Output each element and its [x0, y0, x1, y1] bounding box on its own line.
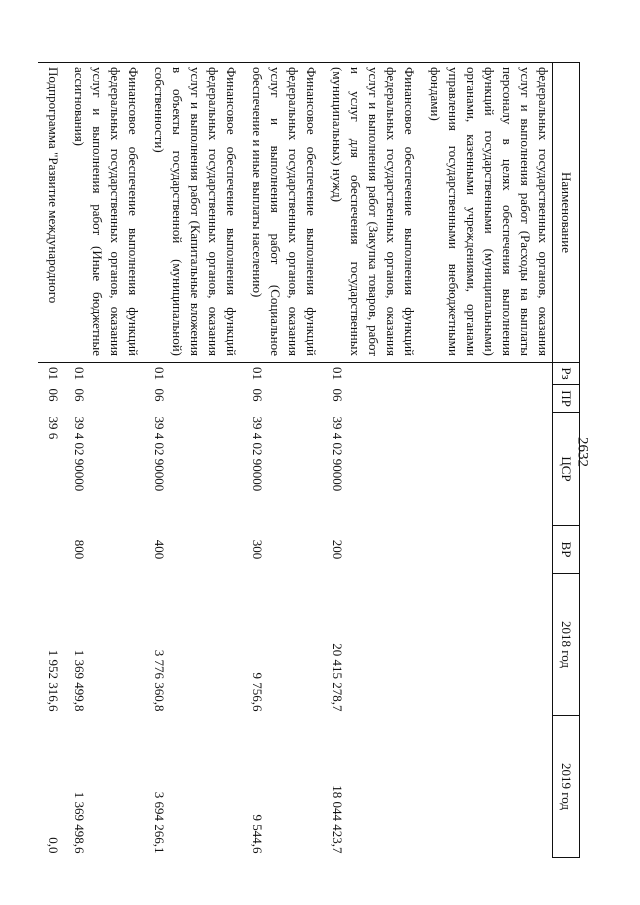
rotated-page [46, 62, 580, 857]
row-rz: 01 [72, 367, 87, 380]
header-rz: Рз [553, 363, 580, 385]
row-2018: 3 776 360,8 [152, 649, 167, 712]
row-rz: 01 [330, 367, 345, 380]
row-csr: 39 4 02 90000 [72, 416, 87, 492]
row-2019: 9 544,6 [250, 814, 265, 854]
row-name: Финансовое обеспечение выполнения функций федеральных государственных органов, оказания услуг и выполнения работ (Капитальные вложения в объекты государственной (муниципальной) собственности) [144, 63, 242, 363]
header-pr: ПР [553, 385, 580, 413]
row-pr [420, 385, 553, 413]
row-2019: 3 694 266,1 [152, 791, 167, 854]
header-name: Наименование [553, 63, 580, 363]
header-csr: ЦСР [553, 413, 580, 526]
row-name: федеральных государственных органов, оказания услуг и выполнения работ (Расходы на выплаты персоналу в целях обеспечения выполнения функций государственными (муниципальными) органами, казенными учреждениями, органами управления государственными внебюджетными фондами) [420, 63, 553, 363]
row-2018: 20 415 278,7 [330, 643, 345, 712]
row-rz: 01 [152, 367, 167, 380]
row-pr: 06 [330, 388, 345, 402]
row-vr: 300 [250, 539, 265, 560]
row-csr: 39 6 [46, 416, 61, 440]
row-vr: 800 [72, 539, 87, 560]
table-row [64, 63, 144, 858]
row-name: Финансовое обеспечение выполнения функций федеральных государственных органов, оказания услуг и выполнения работ (Социальное обеспечение и иные выплаты населению) [242, 63, 322, 363]
row-csr: 39 4 02 90000 [152, 416, 167, 492]
row-rz [420, 363, 553, 385]
row-name: Финансовое обеспечение выполнения функций федеральных государственных органов, оказания услуг и выполнения работ (Закупка товаров, работ и услуг для обеспечения государственных (муниципальных) нужд) [322, 63, 420, 363]
budget-table [38, 62, 580, 858]
row-2019: 1 369 498,6 [72, 791, 87, 854]
row-csr: 39 4 02 90000 [250, 416, 265, 492]
row-csr: 39 4 02 90000 [330, 416, 345, 492]
row-vr [420, 526, 553, 574]
header-2018: 2018 год [553, 574, 580, 716]
row-rz: 01 [46, 367, 61, 380]
row-name: Подпрограмма "Развитие международного [38, 63, 64, 363]
row-name: Финансовое обеспечение выполнения функций федеральных государственных органов, оказания услуг и выполнения работ (Иные бюджетные ассигнования) [64, 63, 144, 363]
row-vr: 200 [330, 539, 345, 560]
header-vr: ВР [553, 526, 580, 574]
row-2018: 9 756,6 [250, 672, 265, 712]
row-2018 [420, 574, 553, 716]
table-header-row [553, 63, 580, 858]
page-number: 2632 [574, 437, 591, 467]
table-row [144, 63, 242, 858]
row-vr [38, 526, 64, 574]
row-2018: 1 952 316,6 [46, 649, 61, 712]
row-pr: 06 [250, 388, 265, 402]
header-2019: 2019 год [553, 716, 580, 858]
row-rz: 01 [250, 367, 265, 380]
table-row [420, 63, 553, 858]
table-row [322, 63, 420, 858]
row-2019: 18 044 423,7 [330, 785, 345, 854]
row-2019 [420, 716, 553, 858]
row-2018: 1 369 499,8 [72, 649, 87, 712]
row-pr: 06 [72, 388, 87, 402]
table-row [242, 63, 322, 858]
landscape-content [46, 62, 580, 857]
row-csr [420, 413, 553, 526]
row-pr: 06 [46, 388, 61, 402]
row-2019: 0,0 [46, 837, 61, 854]
row-pr: 06 [152, 388, 167, 402]
row-vr: 400 [152, 539, 167, 560]
table-row [38, 63, 64, 858]
